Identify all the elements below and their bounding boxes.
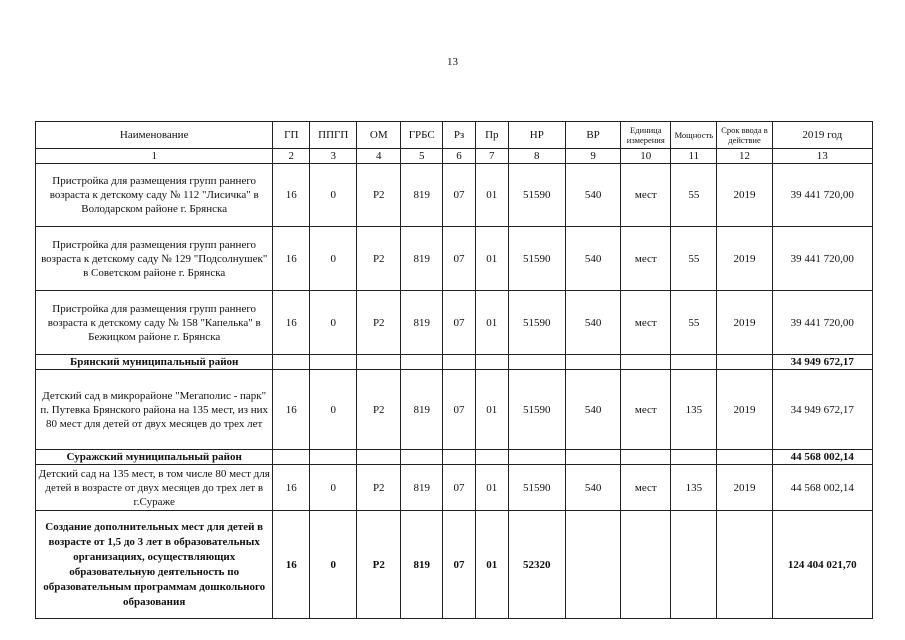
section-row: [36, 355, 873, 370]
ppgp-cell: 0: [310, 370, 357, 450]
amount-cell: 39 441 720,00: [772, 164, 872, 227]
nr-cell: 51590: [508, 164, 565, 227]
om-cell: Р2: [357, 511, 401, 619]
object-name: Пристройка для размещения групп раннего возраста к детскому саду № 129 "Подсолнушек" в Советском районе г. Брянска: [36, 227, 273, 291]
pr-cell: 01: [475, 291, 508, 355]
header-commission-date: Срок ввода в действие: [717, 122, 772, 149]
year-cell: 2019: [717, 227, 772, 291]
year-cell: 2019: [717, 164, 772, 227]
vr-cell: 540: [565, 370, 620, 450]
vr-cell: [565, 511, 620, 619]
table-row: [36, 465, 873, 511]
gp-cell: 16: [273, 291, 310, 355]
rz-cell: 07: [443, 164, 476, 227]
column-number: 9: [565, 149, 620, 164]
amount-cell: 39 441 720,00: [772, 227, 872, 291]
gp-cell: 16: [273, 465, 310, 511]
page-number: 13: [447, 56, 458, 68]
section-row: [36, 450, 873, 465]
unit-cell: мест: [621, 370, 671, 450]
nr-cell: 52320: [508, 511, 565, 619]
table-row: [36, 227, 873, 291]
header-pr: Пр: [475, 122, 508, 149]
om-cell: Р2: [357, 465, 401, 511]
rz-cell: 07: [443, 511, 476, 619]
nr-cell: 51590: [508, 370, 565, 450]
column-number: 7: [475, 149, 508, 164]
column-number-row: [36, 149, 873, 164]
table-row: [36, 370, 873, 450]
unit-cell: мест: [621, 227, 671, 291]
section-amount: 34 949 672,17: [772, 355, 872, 370]
column-number: 3: [310, 149, 357, 164]
grbs-cell: 819: [401, 370, 443, 450]
grbs-cell: 819: [401, 227, 443, 291]
header-year-2019: 2019 год: [772, 122, 872, 149]
amount-cell: 124 404 021,70: [772, 511, 872, 619]
vr-cell: 540: [565, 291, 620, 355]
column-number: 5: [401, 149, 443, 164]
vr-cell: 540: [565, 227, 620, 291]
grbs-cell: 819: [401, 465, 443, 511]
year-cell: 2019: [717, 465, 772, 511]
object-name: Создание дополнительных мест для детей в возрасте от 1,5 до 3 лет в образовательных организациях, осуществляющих образовательную деятельность по образовательным программам дошкольного образования: [36, 511, 273, 619]
grbs-cell: 819: [401, 164, 443, 227]
object-name: Детский сад на 135 мест, в том числе 80 мест для детей в возрасте от двух месяцев до трех лет в г.Сураже: [36, 465, 273, 511]
amount-cell: 44 568 002,14: [772, 465, 872, 511]
gp-cell: 16: [273, 370, 310, 450]
capacity-cell: 135: [671, 465, 717, 511]
capacity-cell: 55: [671, 291, 717, 355]
pr-cell: 01: [475, 511, 508, 619]
header-ppgp: ППГП: [310, 122, 357, 149]
unit-cell: мест: [621, 164, 671, 227]
ppgp-cell: 0: [310, 291, 357, 355]
object-name: Детский сад в микрорайоне "Мегаполис - парк" п. Путевка Брянского района на 135 мест, из них 80 мест для детей от двух месяцев до трех лет: [36, 370, 273, 450]
pr-cell: 01: [475, 465, 508, 511]
rz-cell: 07: [443, 370, 476, 450]
unit-cell: мест: [621, 291, 671, 355]
om-cell: Р2: [357, 164, 401, 227]
rz-cell: 07: [443, 465, 476, 511]
pr-cell: 01: [475, 227, 508, 291]
budget-table: [35, 121, 873, 619]
gp-cell: 16: [273, 511, 310, 619]
grbs-cell: 819: [401, 291, 443, 355]
object-name: Пристройка для размещения групп раннего возраста к детскому саду № 112 "Лисичка" в Володарском районе г. Брянска: [36, 164, 273, 227]
column-number: 10: [621, 149, 671, 164]
unit-cell: мест: [621, 465, 671, 511]
rz-cell: 07: [443, 291, 476, 355]
year-cell: [717, 511, 772, 619]
header-grbs: ГРБС: [401, 122, 443, 149]
ppgp-cell: 0: [310, 227, 357, 291]
header-unit: Единица измерения: [621, 122, 671, 149]
header-nr: НР: [508, 122, 565, 149]
capacity-cell: 135: [671, 370, 717, 450]
ppgp-cell: 0: [310, 465, 357, 511]
om-cell: Р2: [357, 227, 401, 291]
om-cell: Р2: [357, 370, 401, 450]
section-title: Суражский муниципальный район: [36, 450, 273, 465]
header-rz: Рз: [443, 122, 476, 149]
header-capacity: Мощность: [671, 122, 717, 149]
pr-cell: 01: [475, 164, 508, 227]
column-number: 12: [717, 149, 772, 164]
capacity-cell: 55: [671, 227, 717, 291]
column-number: 2: [273, 149, 310, 164]
column-number: 1: [36, 149, 273, 164]
table-row: [36, 291, 873, 355]
nr-cell: 51590: [508, 227, 565, 291]
header-om: ОМ: [357, 122, 401, 149]
amount-cell: 34 949 672,17: [772, 370, 872, 450]
header-row: [36, 122, 873, 149]
column-number: 13: [772, 149, 872, 164]
pr-cell: 01: [475, 370, 508, 450]
nr-cell: 51590: [508, 291, 565, 355]
ppgp-cell: 0: [310, 511, 357, 619]
section-amount: 44 568 002,14: [772, 450, 872, 465]
vr-cell: 540: [565, 164, 620, 227]
year-cell: 2019: [717, 370, 772, 450]
grbs-cell: 819: [401, 511, 443, 619]
capacity-cell: [671, 511, 717, 619]
column-number: 6: [443, 149, 476, 164]
nr-cell: 51590: [508, 465, 565, 511]
rz-cell: 07: [443, 227, 476, 291]
header-gp: ГП: [273, 122, 310, 149]
table-row: [36, 164, 873, 227]
object-name: Пристройка для размещения групп раннего возраста к детскому саду № 158 "Капелька" в Бежицком районе г. Брянска: [36, 291, 273, 355]
column-number: 11: [671, 149, 717, 164]
gp-cell: 16: [273, 227, 310, 291]
capacity-cell: 55: [671, 164, 717, 227]
year-cell: 2019: [717, 291, 772, 355]
ppgp-cell: 0: [310, 164, 357, 227]
amount-cell: 39 441 720,00: [772, 291, 872, 355]
table-row: [36, 511, 873, 619]
section-title: Брянский муниципальный район: [36, 355, 273, 370]
vr-cell: 540: [565, 465, 620, 511]
column-number: 8: [508, 149, 565, 164]
unit-cell: [621, 511, 671, 619]
column-number: 4: [357, 149, 401, 164]
header-vr: ВР: [565, 122, 620, 149]
gp-cell: 16: [273, 164, 310, 227]
om-cell: Р2: [357, 291, 401, 355]
header-name: Наименование: [36, 122, 273, 149]
